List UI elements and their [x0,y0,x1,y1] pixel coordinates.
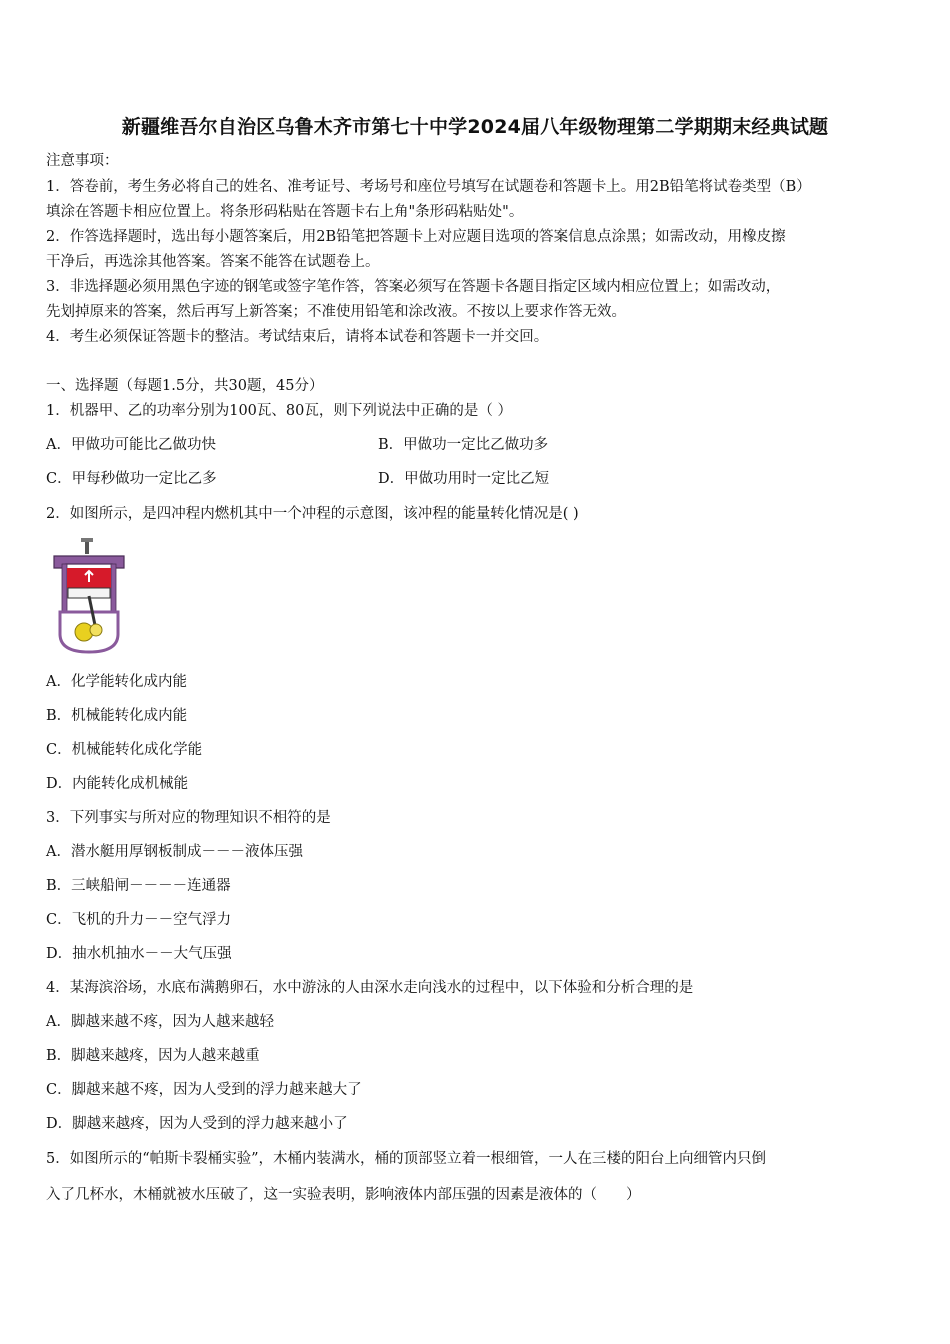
notice-heading: 注意事项： [46,153,119,169]
question-3-option-c: C．飞机的升力－－空气浮力 [46,912,232,928]
notice-line: 1．答卷前，考生务必将自己的姓名、准考证号、考场号和座位号填写在试题卷和答题卡上。用2B铅笔将试卷类型（B） [46,179,811,195]
question-1-option-c: C．甲每秒做功一定比乙多 [46,471,217,487]
question-3-stem: 3．下列事实与所对应的物理知识不相符的是 [46,810,331,826]
notice-line: 2．作答选择题时，选出每小题答案后，用2B铅笔把答题卡上对应题目选项的答案信息点涂黑；如需改动，用橡皮擦 [46,229,786,245]
question-4-stem: 4．某海滨浴场，水底布满鹅卵石，水中游泳的人由深水走向浅水的过程中，以下体验和分析合理的是 [46,980,694,996]
question-2-option-c: C．机械能转化成化学能 [46,742,203,758]
question-1-option-a: A．甲做功可能比乙做功快 [46,437,216,453]
question-2-stem: 2．如图所示，是四冲程内燃机其中一个冲程的示意图，该冲程的能量转化情况是( ) [46,506,579,522]
question-4-option-d: D．脚越来越疼，因为人受到的浮力越来越小了 [46,1116,348,1132]
question-4-option-b: B．脚越来越疼，因为人越来越重 [46,1048,260,1064]
question-3-option-d: D．抽水机抽水－－大气压强 [46,946,232,962]
question-5-line: 入了几杯水，木桶就被水压破了，这一实验表明，影响液体内部压强的因素是液体的（ ） [46,1187,641,1203]
notice-line: 填涂在答题卡相应位置上。将条形码粘贴在答题卡右上角"条形码粘贴处"。 [46,204,524,220]
question-4-option-c: C．脚越来越不疼，因为人受到的浮力越来越大了 [46,1082,362,1098]
cylinder-wall-left [62,564,67,616]
question-1-option-b: B．甲做功一定比乙做功多 [378,437,549,453]
notice-line: 干净后，再选涂其他答案。答案不能答在试题卷上。 [46,254,380,270]
question-2-option-a: A．化学能转化成内能 [46,674,187,690]
question-2-option-b: B．机械能转化成内能 [46,708,188,724]
section-heading: 一、选择题（每题1.5分，共30题，45分） [46,378,324,394]
notice-line: 先划掉原来的答案，然后再写上新答案；不准使用铅笔和涂改液。不按以上要求作答无效。 [46,304,626,320]
question-4-option-a: A．脚越来越不疼，因为人越来越轻 [46,1014,274,1030]
question-5-line: 5．如图所示的“帕斯卡裂桶实验”，木桶内装满水，桶的顶部竖立着一根细管，一人在三楼的阳台上向细管内只倒 [46,1151,767,1167]
question-3-option-b: B．三峡船闸－－－－连通器 [46,878,231,894]
question-3-option-a: A．潜水艇用厚钢板制成－－－液体压强 [46,844,303,860]
engine-stroke-diagram [50,538,128,654]
notice-line: 4．考生必须保证答题卡的整洁。考试结束后，请将本试卷和答题卡一并交回。 [46,329,549,345]
notice-line: 3．非选择题必须用黑色字迹的钢笔或签字笔作答，答案必须写在答题卡各题目指定区域内相应位置上；如需改动， [46,279,781,295]
exam-title: 新疆维吾尔自治区乌鲁木齐市第七十中学2024届八年级物理第二学期期末经典试题 [121,116,829,138]
question-2-option-d: D．内能转化成机械能 [46,776,189,792]
question-1-option-d: D．甲做功用时一定比乙短 [378,471,550,487]
spark-plug-icon [85,540,89,554]
question-1-stem: 1．机器甲、乙的功率分别为100瓦、80瓦，则下列说法中正确的是（ ） [46,403,512,419]
cylinder-wall-right [111,564,116,616]
